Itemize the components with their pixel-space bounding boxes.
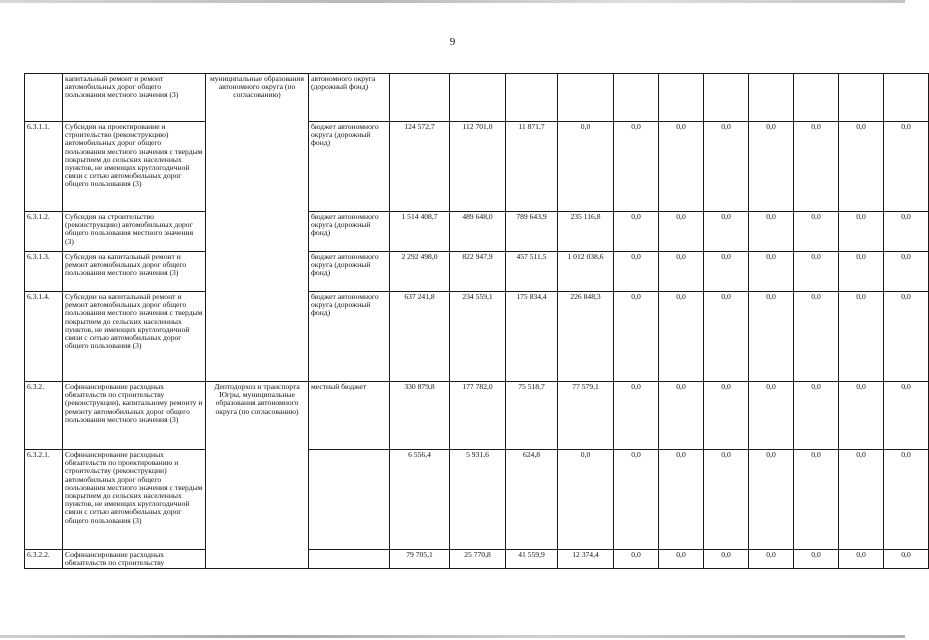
value-cell: 1 012 038,6 [558,252,614,292]
row-code: 6.3.1.2. [25,212,63,252]
value-cell: 0,0 [884,292,929,382]
table-row [25,382,929,450]
value-cell: 234 559,1 [450,292,506,382]
value-cell: 489 648,0 [450,212,506,252]
value-cell [704,74,749,122]
value-cell: 12 374,4 [558,550,614,569]
value-cell [794,74,839,122]
value-cell: 0,0 [839,252,884,292]
value-cell: 0,0 [839,122,884,212]
row-source: бюджет автономного округа (дорожный фонд) [309,252,390,292]
value-cell: 0,0 [704,292,749,382]
value-cell: 637 241,8 [390,292,450,382]
row-code: 6.3.2.2. [25,550,63,569]
value-cell [450,74,506,122]
value-cell: 0,0 [614,550,659,569]
value-cell: 0,0 [704,212,749,252]
value-cell: 0,0 [704,550,749,569]
row-source: бюджет автономного округа (дорожный фонд) [309,122,390,212]
value-cell [614,74,659,122]
value-cell: 0,0 [659,122,704,212]
value-cell: 0,0 [839,450,884,550]
value-cell: 0,0 [704,450,749,550]
value-cell: 457 511,5 [506,252,558,292]
value-cell: 0,0 [614,122,659,212]
value-cell: 0,0 [884,122,929,212]
value-cell: 0,0 [794,292,839,382]
value-cell: 0,0 [884,550,929,569]
value-cell [506,74,558,122]
value-cell [884,74,929,122]
value-cell: 6 556,4 [390,450,450,550]
row-name: Субсидия на капитальный ремонт и ремонт автомобильных дорог общего пользования местного значения (3) [63,252,206,292]
value-cell: 0,0 [659,292,704,382]
value-cell: 0,0 [558,122,614,212]
value-cell: 0,0 [749,122,794,212]
value-cell: 0,0 [704,252,749,292]
row-code: 6.3.2. [25,382,63,450]
row-name: Софинансирование расходных обязательств по строительству [63,550,206,569]
value-cell: 0,0 [659,550,704,569]
value-cell: 0,0 [614,252,659,292]
value-cell: 0,0 [794,450,839,550]
page-number: 9 [449,36,456,48]
row-code [25,74,63,122]
value-cell: 0,0 [614,292,659,382]
value-cell: 0,0 [884,252,929,292]
row-name: Софинансирование расходных обязательств по проектированию и строительству (реконструкции) автомобильных дорог общего пользования местного значения с твердым покрытием до сельских населенных пунктов, не имеющих круглогодичной связи с сетью автомобильных дорог общего пользования (3) [63,450,206,550]
table-row [25,74,929,122]
value-cell: 822 947,9 [450,252,506,292]
row-source: автономного округа (дорожный фонд) [309,74,390,122]
value-cell: 112 701,0 [450,122,506,212]
value-cell: 789 643,9 [506,212,558,252]
value-cell: 226 848,3 [558,292,614,382]
value-cell: 0,0 [659,212,704,252]
row-code: 6.3.1.3. [25,252,63,292]
value-cell [390,74,450,122]
value-cell [659,74,704,122]
value-cell: 0,0 [614,382,659,450]
value-cell: 0,0 [884,450,929,550]
scan-edge-top [0,0,905,3]
row-name: Софинансирование расходных обязательств по строительству (реконструкции), капитальному ремонту и ремонту автомобильных дорог общего пользования местного значения (3) [63,382,206,450]
row-name: Субсидия на проектирование и строительство (реконструкцию) автомобильных дорог общего пользования местного значения с твердым покрытием до сельских населенных пунктов, не имеющих круглогодичной связи с сетью автомобильных дорог общего пользования (3) [63,122,206,212]
value-cell: 177 782,0 [450,382,506,450]
row-source: бюджет автономного округа (дорожный фонд) [309,212,390,252]
value-cell: 624,8 [506,450,558,550]
value-cell: 0,0 [749,252,794,292]
value-cell: 0,0 [749,292,794,382]
value-cell: 0,0 [749,382,794,450]
value-cell: 11 871,7 [506,122,558,212]
value-cell: 0,0 [749,212,794,252]
value-cell: 75 518,7 [506,382,558,450]
value-cell: 0,0 [794,212,839,252]
row-source [309,450,390,550]
value-cell: 41 559,9 [506,550,558,569]
value-cell [558,74,614,122]
value-cell: 0,0 [794,382,839,450]
row-executor: муниципальные образования автономного округа (по согласованию) [206,74,309,382]
table-row [25,450,929,550]
row-code: 6.3.2.1. [25,450,63,550]
table-row [25,122,929,212]
value-cell: 0,0 [558,450,614,550]
table-row [25,550,929,569]
value-cell: 0,0 [839,212,884,252]
value-cell: 1 514 408,7 [390,212,450,252]
value-cell: 0,0 [794,122,839,212]
row-name: Субсидии на капитальный ремонт и ремонт автомобильных дорог общего пользования местного значения с твердым покрытием до сельских населенных пунктов, не имеющих круглогодичной связи с сетью автомобильных дорог общего пользования (3) [63,292,206,382]
value-cell: 235 116,8 [558,212,614,252]
value-cell [839,74,884,122]
value-cell: 0,0 [839,550,884,569]
scan-edge-bottom [0,635,905,638]
value-cell: 0,0 [614,450,659,550]
row-code: 6.3.1.4. [25,292,63,382]
value-cell: 0,0 [839,292,884,382]
table-row [25,212,929,252]
table-row [25,292,929,382]
value-cell: 5 931,6 [450,450,506,550]
table-row [25,252,929,292]
row-code: 6.3.1.1. [25,122,63,212]
value-cell: 124 572,7 [390,122,450,212]
value-cell: 2 292 498,0 [390,252,450,292]
value-cell: 0,0 [614,212,659,252]
value-cell: 0,0 [704,122,749,212]
row-source: бюджет автономного округа (дорожный фонд) [309,292,390,382]
value-cell: 0,0 [749,450,794,550]
row-name: Субсидия на строительство (реконструкцию) автомобильных дорог общего пользования местного значения (3) [63,212,206,252]
value-cell: 79 705,1 [390,550,450,569]
value-cell: 0,0 [839,382,884,450]
value-cell: 0,0 [884,382,929,450]
row-source [309,550,390,569]
value-cell: 0,0 [794,550,839,569]
budget-table [24,73,929,569]
value-cell: 0,0 [884,212,929,252]
row-source: местный бюджет [309,382,390,450]
value-cell: 0,0 [659,252,704,292]
value-cell: 77 579,1 [558,382,614,450]
value-cell: 0,0 [794,252,839,292]
row-executor: Дептодорхоз и транспорта Югры, муниципальные образования автономного округа (по согласованию) [206,382,309,569]
value-cell [749,74,794,122]
value-cell: 0,0 [704,382,749,450]
value-cell: 25 770,8 [450,550,506,569]
value-cell: 0,0 [659,450,704,550]
value-cell: 330 879,8 [390,382,450,450]
value-cell: 175 834,4 [506,292,558,382]
row-name: капитальный ремонт и ремонт автомобильных дорог общего пользования местного значения (3) [63,74,206,122]
value-cell: 0,0 [749,550,794,569]
value-cell: 0,0 [659,382,704,450]
